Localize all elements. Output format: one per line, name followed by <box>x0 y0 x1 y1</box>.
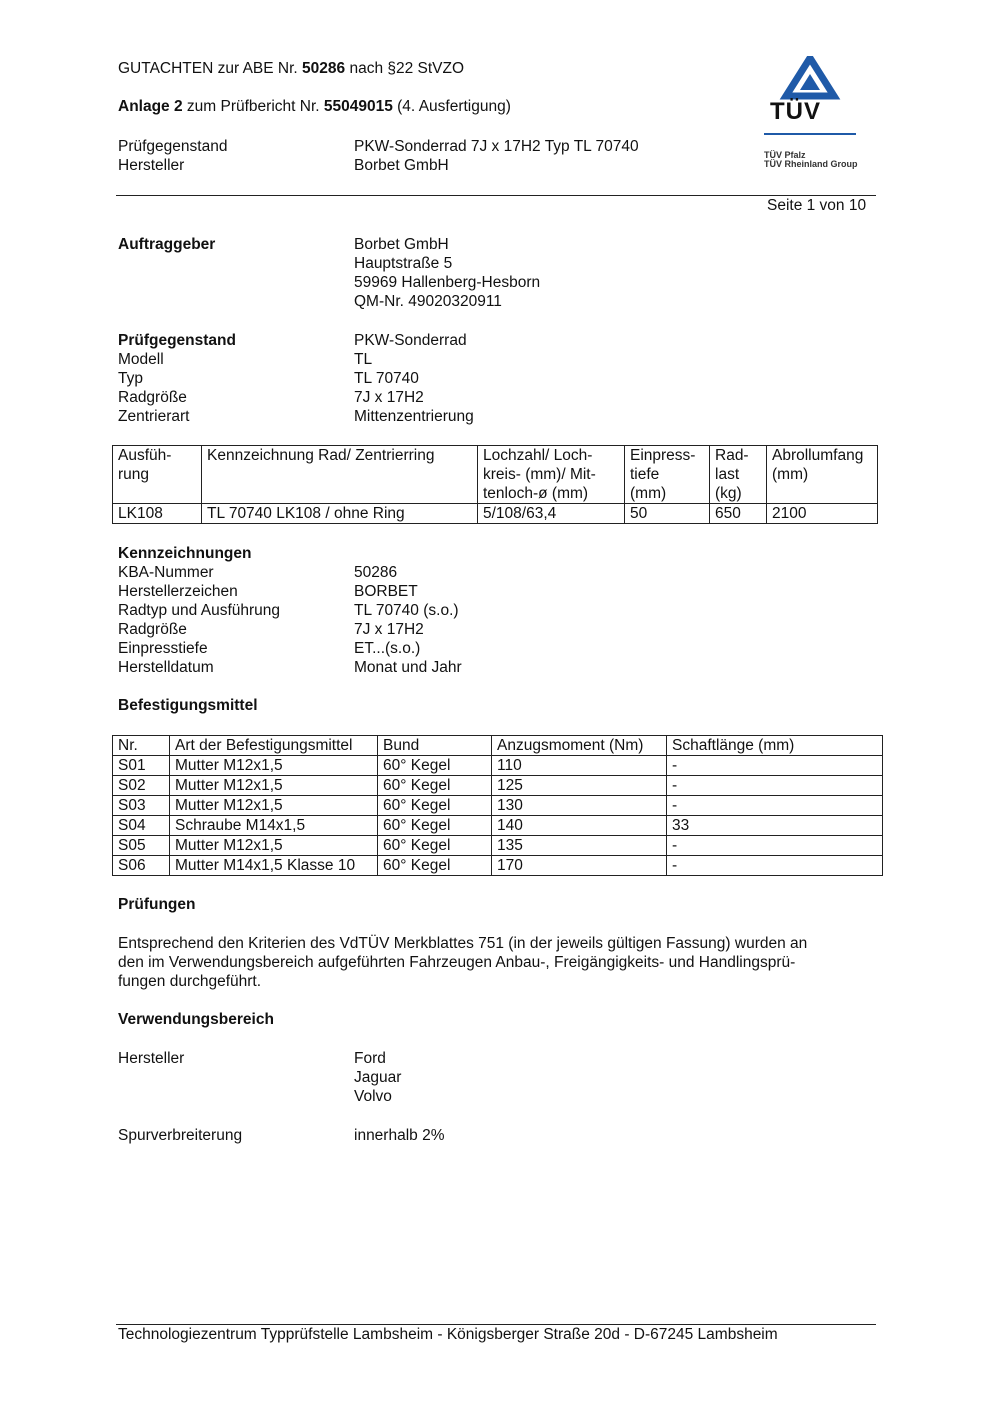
pruefungen-heading: Prüfungen <box>118 896 196 913</box>
logo-subtext: TÜV Pfalz <box>764 150 806 160</box>
header-divider <box>116 195 876 196</box>
table-header-cell: Nr. <box>113 736 170 756</box>
detail-value: ET...(s.o.) <box>354 640 421 657</box>
detail-value: TL <box>354 351 373 368</box>
table-header-cell: Anzugsmoment (Nm) <box>492 736 667 756</box>
detail-label: Typ <box>118 370 143 387</box>
befestigung-heading: Befestigungsmittel <box>118 697 258 714</box>
table-cell: 110 <box>492 756 667 776</box>
table-cell: - <box>667 836 883 856</box>
address-line: 59969 Hallenberg-Hesborn <box>354 274 541 291</box>
logo-bar <box>764 133 856 135</box>
detail-value: Monat und Jahr <box>354 659 462 676</box>
table-cell: - <box>667 856 883 876</box>
header-line-1 <box>118 60 464 78</box>
table-cell: S01 <box>113 756 170 776</box>
detail-label: Prüfgegenstand <box>118 138 228 155</box>
table-cell: 135 <box>492 836 667 856</box>
detail-label: Spurverbreiterung <box>118 1127 243 1144</box>
table-cell: Mutter M12x1,5 <box>170 836 378 856</box>
auftraggeber-section <box>118 235 540 311</box>
table-cell: Mutter M12x1,5 <box>170 796 378 816</box>
table-cell: 650 <box>710 504 767 524</box>
detail-value: 7J x 17H2 <box>354 621 424 638</box>
detail-label: Einpresstiefe <box>118 640 208 657</box>
detail-value: Mittenzentrierung <box>354 408 474 425</box>
table-cell: 130 <box>492 796 667 816</box>
detail-value: TL 70740 <box>354 370 419 387</box>
detail-value: PKW-Sonderrad <box>354 332 467 349</box>
table-cell: S06 <box>113 856 170 876</box>
table-cell: Mutter M12x1,5 <box>170 776 378 796</box>
table-cell: S04 <box>113 816 170 836</box>
verwendung-hersteller <box>118 1049 401 1106</box>
detail-value: BORBET <box>354 583 418 600</box>
section-label: Kennzeichnungen <box>118 545 252 562</box>
table-cell: - <box>667 776 883 796</box>
section-label: Prüfgegenstand <box>118 332 236 349</box>
table-cell: S03 <box>113 796 170 816</box>
table-cell: LK108 <box>113 504 202 524</box>
paragraph-line: Entsprechend den Kriterien des VdTÜV Merkblattes 751 (in der jeweils gültigen Fassung) wurden an <box>118 935 808 952</box>
detail-label: Modell <box>118 351 164 368</box>
table-header-cell: Schaftlänge (mm) <box>667 736 883 756</box>
manufacturer-item: Volvo <box>354 1088 392 1105</box>
paragraph-line: den im Verwendungsbereich aufgeführten Fahrzeugen Anbau-, Freigängigkeits- und Handlingsprü- <box>118 954 796 971</box>
address-line: Borbet GmbH <box>354 236 449 253</box>
table-cell: 2100 <box>767 504 878 524</box>
table-row <box>113 796 883 816</box>
table-cell: Mutter M12x1,5 <box>170 756 378 776</box>
detail-value: TL 70740 (s.o.) <box>354 602 459 619</box>
detail-label: Radtyp und Ausführung <box>118 602 281 619</box>
wheel-table <box>112 445 878 524</box>
detail-label: Herstelldatum <box>118 659 214 676</box>
table-header-cell: Ausfüh- rung <box>113 446 202 504</box>
table-cell: - <box>667 796 883 816</box>
table-header-cell: Art der Befestigungsmittel <box>170 736 378 756</box>
paragraph-line: fungen durchgeführt. <box>118 973 262 990</box>
header-text: zum Prüfbericht Nr. <box>182 98 324 115</box>
header-line-2 <box>118 98 511 116</box>
address-line: Hauptstraße 5 <box>354 255 453 272</box>
report-number: 55049015 <box>323 98 393 115</box>
table-row <box>113 816 883 836</box>
table-cell: 140 <box>492 816 667 836</box>
table-row <box>113 504 878 524</box>
table-header-row <box>113 736 883 756</box>
table-header-row <box>113 446 878 504</box>
tuv-triangle-icon <box>760 56 860 101</box>
table-cell: 170 <box>492 856 667 876</box>
header-details <box>118 137 639 175</box>
header-text: nach §22 StVZO <box>345 60 465 77</box>
pruefgegenstand-section <box>118 331 474 426</box>
table-cell: - <box>667 756 883 776</box>
manufacturer-item: Ford <box>354 1050 386 1067</box>
table-cell: 60° Kegel <box>378 776 492 796</box>
table-cell: 60° Kegel <box>378 796 492 816</box>
table-cell: 33 <box>667 816 883 836</box>
kennzeichnungen-section <box>118 544 462 677</box>
table-cell: 125 <box>492 776 667 796</box>
detail-label: Radgröße <box>118 621 187 638</box>
table-header-cell: Rad- last (kg) <box>710 446 767 504</box>
table-row <box>113 836 883 856</box>
detail-label: Hersteller <box>118 157 185 174</box>
table-header-cell: Bund <box>378 736 492 756</box>
table-cell: 60° Kegel <box>378 756 492 776</box>
detail-value: Borbet GmbH <box>354 157 449 174</box>
logo-subtext: TÜV Rheinland Group <box>764 159 858 169</box>
table-cell: S02 <box>113 776 170 796</box>
header-text: (4. Ausfertigung) <box>392 98 511 115</box>
anlage-label: Anlage 2 <box>118 98 183 115</box>
detail-value: PKW-Sonderrad 7J x 17H2 Typ TL 70740 <box>354 138 639 155</box>
table-row <box>113 856 883 876</box>
detail-label: KBA-Nummer <box>118 564 214 581</box>
address-line: QM-Nr. 49020320911 <box>354 293 502 310</box>
detail-label: Herstellerzeichen <box>118 583 238 600</box>
table-cell: Schraube M14x1,5 <box>170 816 378 836</box>
pruefungen-paragraph <box>118 934 807 991</box>
table-cell: 50 <box>625 504 710 524</box>
table-cell: 5/108/63,4 <box>478 504 625 524</box>
table-header-cell: Lochzahl/ Loch- kreis- (mm)/ Mit- tenloch-ø (mm) <box>478 446 625 504</box>
table-cell: 60° Kegel <box>378 856 492 876</box>
table-row <box>113 776 883 796</box>
detail-value: innerhalb 2% <box>354 1127 445 1144</box>
table-cell: TL 70740 LK108 / ohne Ring <box>202 504 478 524</box>
abe-number: 50286 <box>302 60 346 77</box>
verwendung-spur <box>118 1126 444 1145</box>
table-header-cell: Kennzeichnung Rad/ Zentrierring <box>202 446 478 504</box>
table-header-cell: Abrollumfang (mm) <box>767 446 878 504</box>
verwendung-heading: Verwendungsbereich <box>118 1011 274 1028</box>
footer-divider <box>116 1324 876 1325</box>
table-cell: Mutter M14x1,5 Klasse 10 <box>170 856 378 876</box>
detail-label: Zentrierart <box>118 408 190 425</box>
page-number: Seite 1 von 10 <box>767 197 867 214</box>
table-cell: S05 <box>113 836 170 856</box>
detail-value: 7J x 17H2 <box>354 389 424 406</box>
section-label: Auftraggeber <box>118 236 216 253</box>
table-row <box>113 756 883 776</box>
header-text: GUTACHTEN zur ABE Nr. <box>118 60 303 77</box>
detail-label: Hersteller <box>118 1050 185 1067</box>
detail-value: 50286 <box>354 564 398 581</box>
tuv-logo-text: TÜV <box>770 98 821 125</box>
table-cell: 60° Kegel <box>378 816 492 836</box>
manufacturer-item: Jaguar <box>354 1069 402 1086</box>
table-header-cell: Einpress- tiefe (mm) <box>625 446 710 504</box>
fastener-table <box>112 735 883 876</box>
table-cell: 60° Kegel <box>378 836 492 856</box>
detail-label: Radgröße <box>118 389 187 406</box>
footer-text: Technologiezentrum Typprüfstelle Lambsheim - Königsberger Straße 20d - D-67245 Lambsheim <box>118 1326 778 1343</box>
